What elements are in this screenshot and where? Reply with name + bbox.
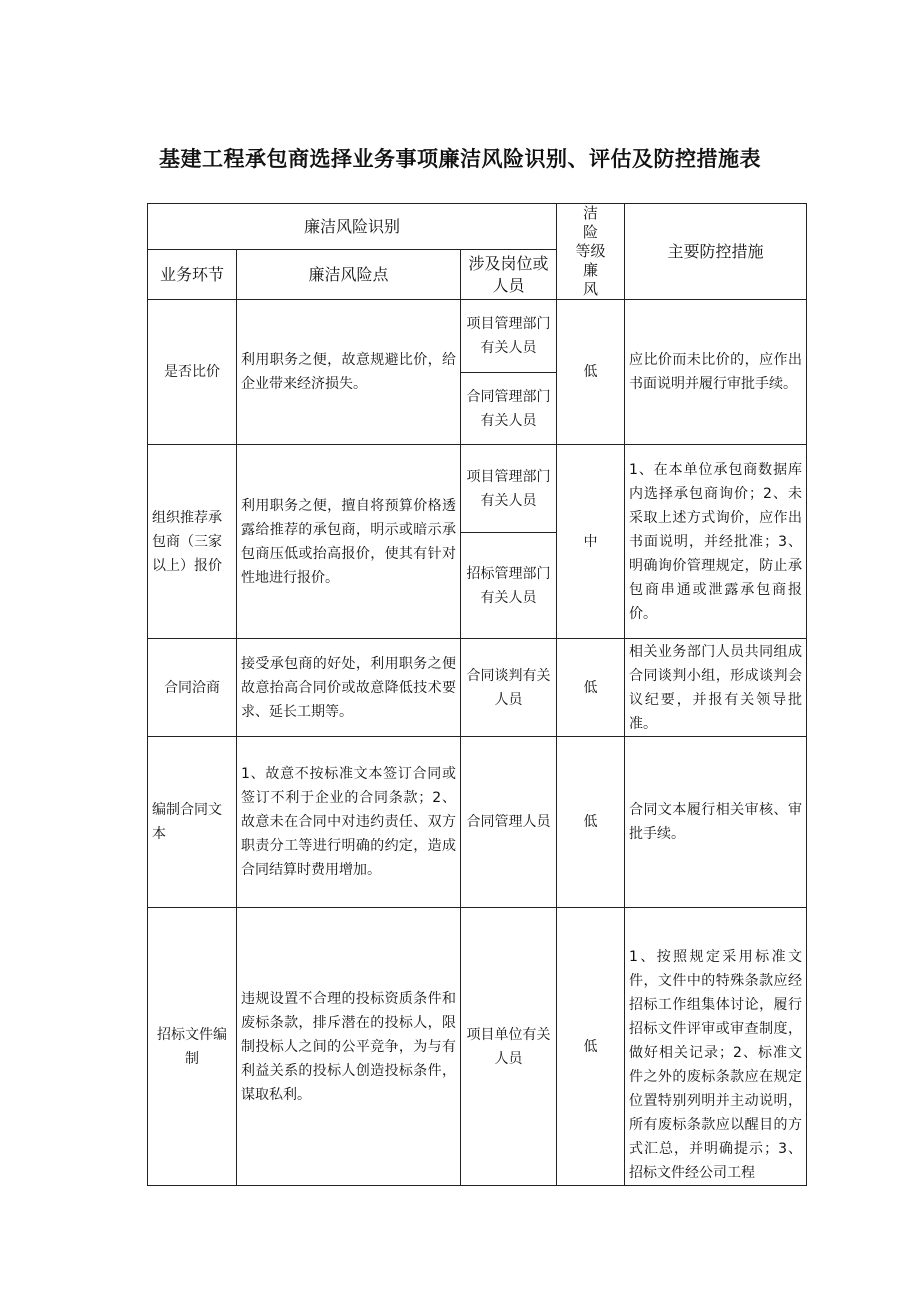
- stage-cell: 组织推荐承包商（三家以上）报价: [148, 445, 237, 639]
- risk-point-cell: 接受承包商的好处，利用职务之便故意抬高合同价或故意降低技术要求、延长工期等。: [237, 639, 461, 737]
- risk-point-cell: 利用职务之便，擅自将预算价格透露给推荐的承包商，明示或暗示承包商压低或抬高报价，使其有针对性地进行报价。: [237, 445, 461, 639]
- stage-cell: 招标文件编制: [148, 908, 237, 1186]
- stage-cell: 是否比价: [148, 300, 237, 445]
- risk-table: [147, 203, 807, 1186]
- measures-cell: 1、按照规定采用标准文件，文件中的特殊条款应经招标工作组集体讨论，履行招标文件评审或审查制度，做好相关记录；2、标准文件之外的废标条款应在规定位置特别列明并主动说明，所有废标条款应以醒目的方式汇总，并明确提示；3、招标文件经公司工程: [625, 908, 807, 1186]
- measures-cell: 1、在本单位承包商数据库内选择承包商询价；2、未采取上述方式询价，应作出书面说明，并经批准；3、明确询价管理规定，防止承包商串通或泄露承包商报价。: [625, 445, 807, 639]
- header-risk-level: [557, 204, 625, 300]
- header-risk-level-char: 险: [582, 223, 598, 241]
- header-risk-level-char: 等级: [575, 242, 606, 260]
- personnel-cell: 项目管理部门有关人员: [461, 445, 557, 533]
- risk-point-cell: 利用职务之便，故意规避比价，给企业带来经济损失。: [237, 300, 461, 445]
- personnel-cell: 合同管理人员: [461, 737, 557, 908]
- header-risk-level-char: 廉: [582, 261, 598, 279]
- stage-cell: 编制合同文本: [148, 737, 237, 908]
- risk-level-cell: 中: [557, 445, 625, 639]
- risk-point-cell: 违规设置不合理的投标资质条件和废标条款，排斥潜在的投标人，限制投标人之间的公平竞争，为与有利益关系的投标人创造投标条件，谋取私利。: [237, 908, 461, 1186]
- table-row: [148, 908, 807, 1186]
- page-title: 基建工程承包商选择业务事项廉洁风险识别、评估及防控措施表: [159, 147, 761, 171]
- table-row: [148, 445, 807, 533]
- header-risk-point: 廉洁风险点: [237, 250, 461, 300]
- table-row: [148, 639, 807, 737]
- header-identification: 廉洁风险识别: [148, 204, 557, 250]
- header-measures: 主要防控措施: [625, 204, 807, 300]
- measures-cell: 应比价而未比价的，应作出书面说明并履行审批手续。: [625, 300, 807, 445]
- risk-point-cell: 1、故意不按标准文本签订合同或签订不利于企业的合同条款；2、故意未在合同中对违约责任、双方职责分工等进行明确的约定，造成合同结算时费用增加。: [237, 737, 461, 908]
- personnel-cell: 合同谈判有关人员: [461, 639, 557, 737]
- risk-level-cell: 低: [557, 737, 625, 908]
- risk-level-cell: 低: [557, 908, 625, 1186]
- header-personnel: 涉及岗位或人员: [461, 250, 557, 300]
- header-risk-level-char: 风: [582, 280, 598, 298]
- personnel-cell: 项目单位有关人员: [461, 908, 557, 1186]
- risk-level-cell: 低: [557, 300, 625, 445]
- table-row: [148, 737, 807, 908]
- measures-cell: 相关业务部门人员共同组成合同谈判小组，形成谈判会议纪要，并报有关领导批准。: [625, 639, 807, 737]
- risk-level-cell: 低: [557, 639, 625, 737]
- header-stage: 业务环节: [148, 250, 237, 300]
- personnel-cell: 招标管理部门有关人员: [461, 533, 557, 639]
- stage-cell: 合同洽商: [148, 639, 237, 737]
- personnel-cell: 项目管理部门有关人员: [461, 300, 557, 373]
- measures-cell: 合同文本履行相关审核、审批手续。: [625, 737, 807, 908]
- table-row: [148, 300, 807, 373]
- header-row-1: [148, 204, 807, 250]
- personnel-cell: 合同管理部门有关人员: [461, 373, 557, 445]
- header-risk-level-char: 洁: [582, 204, 598, 222]
